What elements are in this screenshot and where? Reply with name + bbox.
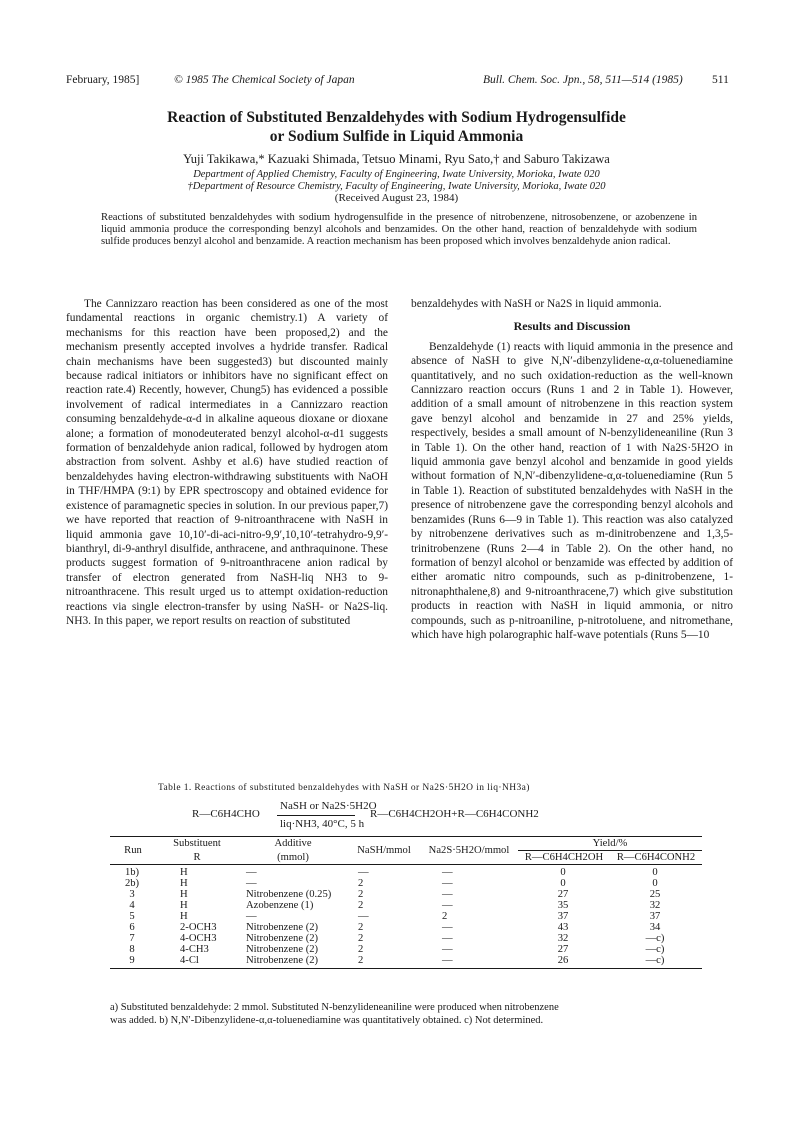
table-cell: 9 [110,955,156,969]
table-cell: 27 [557,944,569,955]
table-cell: 35 [557,900,569,911]
table-row [110,878,702,889]
intro-paragraph: The Cannizzaro reaction has been considered as one of the most fundamental reactions in organic chemistry.1) A variety of mechanisms for this reaction have been proposed,2) and the mechanism presently accepted involves a hydride transfer. Radical chain mechanisms have been suggested3) but discounted mainly because radical initiators or inhibitors have no significant effect on reaction rate.4) Recently, however, Chung5) has evidenced a possible involvement of radical intermediates in a Cannizzaro reaction consuming benzaldehyde-α-d in alkaline aqueous dioxane or dioxane alone; a formation of monodeuterated benzyl alcohol-α-d1 suggests formation of benzaldehyde anion radical, followed by hydrogen atom abstraction from solvent. Ashby et al.6) have studied reaction of benzaldehydes having electron-withdrawing substituents with NaOH in THF/HMPA (9:1) by EPR spectroscopy and obtained evidence for existence of paramagnetic species in solution. In our previous paper,7) we have reported that reaction of 9-nitroanthracene with NaSH in liquid ammonia gave 10,10′-di-aci-nitro-9,9′,10,10′-tetrahydro-9,9′-bianthryl, di-9-anthryl disulfide, anthracene, and anthraquinone. These products suggest formation of 9-nitroanthracene anion radical by transfer of electron generated from NaSH-liq NH3 to 9-nitroanthracene. This result urged us to attempt oxidation-reduction reactions via single electron-transfer by using NaSH- or Na2S-liq. NH3. In this paper, we report results on reaction of substituted [66,298,388,627]
table-row [110,955,702,969]
table-cell: 3 [129,889,135,900]
table-cell: 2 [358,878,364,889]
col-header-yield: Yield/% [518,837,702,851]
table-cell: 0 [652,878,658,889]
table-cell: 2b) [124,878,140,889]
article-title-line-2: or Sodium Sulfide in Liquid Ammonia [269,128,524,145]
col-header-run: Run [110,837,156,865]
table-cell: —c) [645,944,665,955]
scheme-conditions: liq·NH3, 40°C, 5 h [280,818,365,830]
table-cell: 2 [358,900,364,911]
table-cell: 0 [610,865,702,879]
page-number: 511 [712,74,729,86]
table-cell: 32 [649,900,661,911]
affiliation-1: Department of Applied Chemistry, Faculty of Engineering, Iwate University, Morioka, Iwate 020 [193,169,600,180]
col-header-additive: Additive [238,837,348,851]
table-cell: — [442,900,453,911]
col-header-na2s: Na2S·5H2O/mmol [420,837,518,865]
table-cell: 2 [348,955,420,969]
abstract: Reactions of substituted benzaldehydes with sodium hydrogensulfide in the presence of nitrobenzene, nitrosobenzene, or azobenzene in liquid ammonia produce the corresponding benzyl alcohols and benzamides. On the other hand, reaction of benzaldehyde with sodium sulfide produces benzyl alcohol and benzamide. A reaction mechanism has been proposed which involves benzaldehyde anion radical. [101,212,697,248]
table-row [110,900,702,911]
table-cell: — [420,865,518,879]
table-row [110,889,702,900]
table-row [110,922,702,933]
col-header-benzamide: R—C6H4CONH2 [616,852,696,863]
table-cell: Nitrobenzene (2) [246,944,319,955]
table-cell: — [358,911,369,922]
table-cell: 2 [358,889,364,900]
table-cell: — [442,878,453,889]
table-cell: 0 [518,865,610,879]
table-cell: 2 [358,944,364,955]
table-cell: — [442,933,453,944]
article-title-line-1: Reaction of Substituted Benzaldehydes with Sodium Hydrogensulfide [167,109,626,126]
table-cell: H [156,865,238,879]
intro-paragraph-end: benzaldehydes with NaSH or Na2S in liquid ammonia. [411,298,662,310]
table-cell: Nitrobenzene (2) [246,922,319,933]
table-cell: — [246,878,257,889]
table-cell: H [180,889,188,900]
body-column-left [66,297,388,628]
table-footnotes [110,1001,710,1027]
table-row [110,933,702,944]
table-cell: 6 [129,922,135,933]
table-cell: Nitrobenzene (2) [238,955,348,969]
col-header-benzyl-alcohol: R—C6H4CH2OH [524,852,604,863]
col-header-nash: NaSH/mmol [348,837,420,865]
table-cell: H [180,911,188,922]
table-cell: 1b) [110,865,156,879]
table-cell: 8 [129,944,135,955]
footnote-line-1: a) Substituted benzaldehyde: 2 mmol. Substituted N-benzylideneaniline were produced when nitrobenzene [110,1002,559,1013]
table-cell: — [442,922,453,933]
table-row [110,865,702,879]
table-cell: 37 [649,911,661,922]
col-header-substituent: Substituent [156,837,238,851]
table-cell: — [420,955,518,969]
table-cell: —c) [645,933,665,944]
table-row [110,911,702,922]
table-cell: 26 [518,955,610,969]
table-cell: — [238,865,348,879]
table-cell: 2 [358,922,364,933]
reaction-scheme [192,800,632,832]
table-cell: 4-Cl [156,955,238,969]
running-header-citation: Bull. Chem. Soc. Jpn., 58, 511—514 (1985) [483,74,683,86]
table-cell: 43 [557,922,569,933]
col-subheader-mmol: (mmol) [277,851,309,863]
table-cell: 0 [560,878,566,889]
table-cell: —c) [610,955,702,969]
col-subheader-r: R [193,851,201,863]
affiliation-2: †Department of Resource Chemistry, Faculty of Engineering, Iwate University, Morioka, Iwate 020 [187,181,606,192]
table-cell: 2 [442,911,448,922]
results-table [110,836,702,969]
scheme-reactant: R—C6H4CHO [192,808,260,820]
results-paragraph: Benzaldehyde (1) reacts with liquid ammonia in the presence and absence of NaSH to give N,N′-dibenzylidene-α,α-toluenediamine quantitatively, and no such oxidation-reduction as the well-known Cannizzaro reaction occurs (Runs 1 and 2 in Table 1). However, addition of a small amount of nitrobenzene in this reaction system gave benzyl alcohol and benzamide in 27 and 25% yields, respectively, besides a small amount of N-benzylideneaniline (Run 3 in Table 1). On the other hand, reaction of 1 with Na2S·5H2O in liquid ammonia gave benzyl alcohol and benzamide in good yields without formation of N,N′-dibenzylidene-α,α-toluenediamine (Run 5 in Table 1). Reaction of substituted benzaldehydes with NaSH in the presence of nitrobenzene gave the corresponding benzyl alcohols and benzamides (Runs 6—9 in Table 1). This reaction was also catalyzed by nitrobenzene derivatives such as m-dinitrobenzene and 1,3,5-trinitrobenzene (Runs 2—4 in Table 2). On the other hand, no formation of benzyl alcohol or benzamide was effected by addition of either aromatic nitro compounds, such as p-dinitrobenzene, 1-nitronaphthalene,8) and 9-nitroanthracene,7) which give substitution products in reaction with NaSH in liquid ammonia, or nitro compounds, such as p-nitroaniline, p-nitrotoluene, and nitromethane, which have high polarographic half-wave potentials (Runs 5—10 [411,340,733,641]
received-date: (Received August 23, 1984) [334,192,459,204]
table-cell: 4-CH3 [180,944,209,955]
table-cell: 4 [129,900,135,911]
table-row [110,944,702,955]
table-cell: 32 [557,933,569,944]
table-cell: — [246,911,257,922]
reaction-arrow [277,815,355,816]
table-cell: H [180,878,188,889]
table-cell: 37 [557,911,569,922]
table-cell: 25 [649,889,661,900]
table-cell: 27 [557,889,569,900]
scheme-products: R—C6H4CH2OH+R—C6H4CONH2 [370,808,539,820]
table-cell: 2-OCH3 [180,922,217,933]
scheme-reagent: NaSH or Na2S·5H2O [280,800,377,812]
body-column-right [411,297,733,642]
table-cell: 5 [129,911,135,922]
table-cell: H [180,900,188,911]
table-cell: 34 [649,922,661,933]
author-list: Yuji Takikawa,* Kazuaki Shimada, Tetsuo Minami, Ryu Sato,† and Saburo Takizawa [183,152,610,166]
table-cell: Nitrobenzene (2) [246,933,319,944]
table-caption: Table 1. Reactions of substituted benzaldehydes with NaSH or Na2S·5H2O in liq·NH3a) [158,783,530,793]
table-cell: — [442,889,453,900]
table-cell: — [348,865,420,879]
table-cell: — [442,944,453,955]
table-cell: Azobenzene (1) [246,900,314,911]
footnote-line-2: was added. b) N,N′-Dibenzylidene-α,α-toluenediamine was quantitatively obtained. c) Not determined. [110,1015,544,1026]
table-cell: 4-OCH3 [180,933,217,944]
table-cell: 7 [129,933,135,944]
running-header-copyright: © 1985 The Chemical Society of Japan [174,74,355,86]
running-header-date: February, 1985] [66,74,140,86]
table-cell: 2 [358,933,364,944]
table-cell: Nitrobenzene (0.25) [246,889,332,900]
section-heading: Results and Discussion [513,319,631,334]
